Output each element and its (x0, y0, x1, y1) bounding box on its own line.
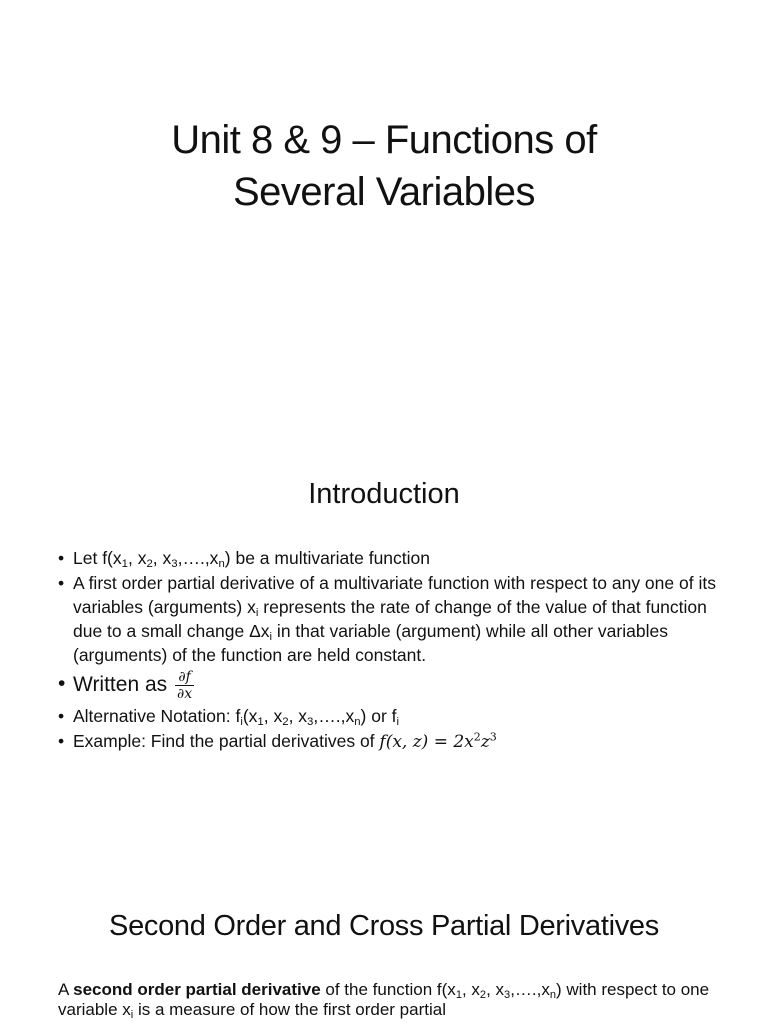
second-order-paragraph: A second order partial derivative of the function $f(x_1$, $x_2$, $x_3,\dots.,x_n$) with respect to one variable $x_i$ is a measure of how the first order partial (58, 980, 710, 1021)
example-equation: f(x, $z) = 2x^2z^3$ (379, 730, 497, 752)
bullet-example: • Example: Find the partial derivatives of f(x, $z) = 2x^2z^3$ (58, 729, 718, 754)
introduction-bullets (58, 546, 718, 755)
partial-fraction: $\frac{\partial f}{\partial x}$ (177, 669, 193, 702)
bullet-alternative-notation: • Alternative Notation: $f_i(x_1$, $x_2$, $x_3,\dots.,x_n$) or $f_i$ (58, 704, 718, 728)
introduction-slide (0, 440, 768, 880)
bullet-written-as: • Written as $\frac{\partial f}{\partial x}$ (58, 669, 718, 702)
unit-title-line-2: Several Variables (232, 170, 536, 214)
bullet-first-order-partial: • A first order partial derivative of a multivariate function with respect to any one of its variables (arguments) $x_i$ represents the rate of change of the value of that function due to a small change $\Delta x_i$ in that variable (argument) while all other variables (arguments) of the function are held constant. (58, 571, 718, 667)
unit-title (0, 114, 768, 218)
introduction-heading: Introduction (308, 478, 460, 510)
second-order-heading: Second Order and Cross Partial Derivatives (109, 910, 659, 942)
second-order-slide (0, 880, 768, 1024)
unit-title-line-1: Unit 8 & 9 – Functions of (171, 118, 597, 162)
title-slide (0, 0, 768, 440)
bullet-definition: • Let $f(x_1$, $x_2$, $x_3,\dots.,x_n$) be a multivariate function (58, 546, 718, 570)
